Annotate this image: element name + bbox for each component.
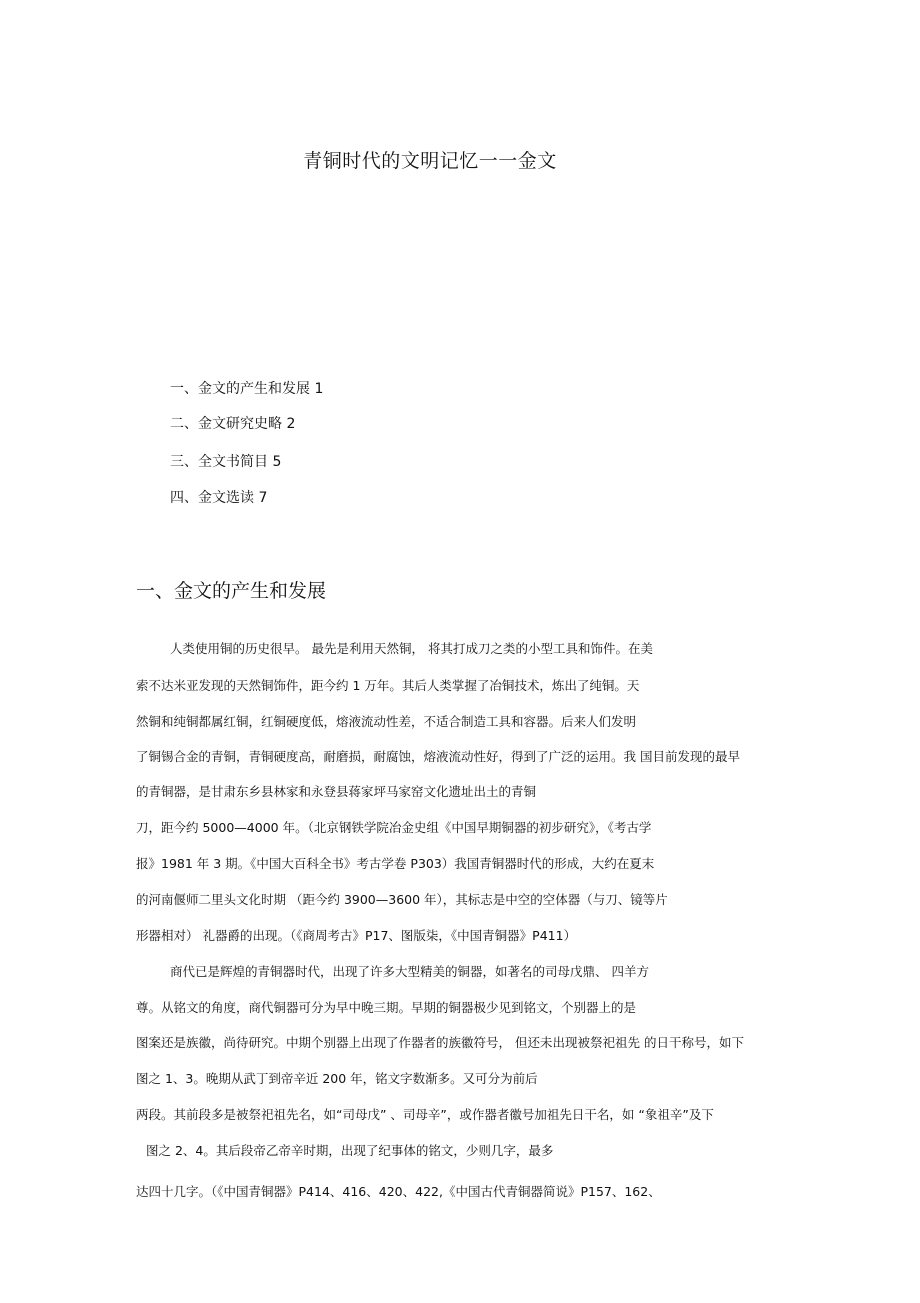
paragraph-line: 尊。从铭文的角度，商代铜器可分为早中晚三期。早期的铜器极少见到铭文，个别器上的是 bbox=[136, 1000, 637, 1015]
toc-item-2: 二、金文研究史略 2 bbox=[170, 416, 296, 432]
paragraph-line: 的河南偃师二里头文化时期 （距今约 3900—3600 年），其标志是中空的空体器（与刀、镜等片 bbox=[136, 892, 668, 907]
paragraph-line: 商代已是辉煌的青铜器时代，出现了许多大型精美的铜器，如著名的司母戊鼎、 四羊方 bbox=[170, 964, 649, 979]
toc-item-1: 一、金文的产生和发展 1 bbox=[170, 381, 324, 397]
paragraph-line: 图之 1、3。晚期从武丁到帝辛近 200 年，铭文字数渐多。又可分为前后 bbox=[136, 1071, 538, 1086]
toc-item-4: 四、金文选读 7 bbox=[170, 490, 268, 506]
paragraph-line: 达四十几字。（《中国青铜器》P414、416、420、422,《中国古代青铜器简说》P157、162、 bbox=[136, 1184, 661, 1199]
paragraph-line: 报》1981 年 3 期。《中国大百科全书》考古学卷 P303）我国青铜器时代的形成，大约在夏末 bbox=[136, 856, 655, 871]
toc-item-3: 三、全文书简目 5 bbox=[170, 454, 282, 470]
paragraph-line: 的青铜器，是甘肃东乡县林家和永登县蒋家坪马家窑文化遗址出土的青铜 bbox=[136, 784, 537, 799]
paragraph-line: 图之 2、4。其后段帝乙帝辛时期，出现了纪事体的铭文，少则几字，最多 bbox=[146, 1143, 554, 1158]
paragraph-line: 索不达米亚发现的天然铜饰件，距今约 1 万年。其后人类掌握了冶铜技术，炼出了纯铜。天 bbox=[136, 678, 640, 693]
paragraph-line: 然铜和纯铜都属红铜，红铜硬度低，熔液流动性差，不适合制造工具和容器。后来人们发明 bbox=[136, 714, 637, 729]
paragraph-line: 人类使用铜的历史很早。 最先是利用天然铜， 将其打成刀之类的小型工具和饰件。在美 bbox=[170, 641, 653, 656]
document-title: 青铜时代的文明记忆一一金文 bbox=[303, 150, 557, 172]
paragraph-line: 刀，距今约 5000—4000 年。（北京钢铁学院冶金史组《中国早期铜器的初步研究》，《考古学 bbox=[136, 820, 652, 835]
paragraph-line: 两段。其前段多是被祭祀祖先名，如“司母戊” 、司母辛”，或作器者徽号加祖先日干名，如 “象祖辛”及下 bbox=[136, 1107, 714, 1122]
section-heading: 一、金文的产生和发展 bbox=[136, 580, 327, 602]
paragraph-line: 图案还是族徽，尚待研究。中期个别器上出现了作器者的族徽符号， 但还未出现被祭祀祖先 的日干称号，如下 bbox=[136, 1035, 744, 1050]
paragraph-line: 形器相对） 礼器爵的出现。（《商周考古》P17、图版柒，《中国青铜器》P411） bbox=[136, 928, 577, 943]
paragraph-line: 了铜锡合金的青铜，青铜硬度高，耐磨损，耐腐蚀，熔液流动性好，得到了广泛的运用。我 国目前发现的最早 bbox=[136, 749, 740, 764]
